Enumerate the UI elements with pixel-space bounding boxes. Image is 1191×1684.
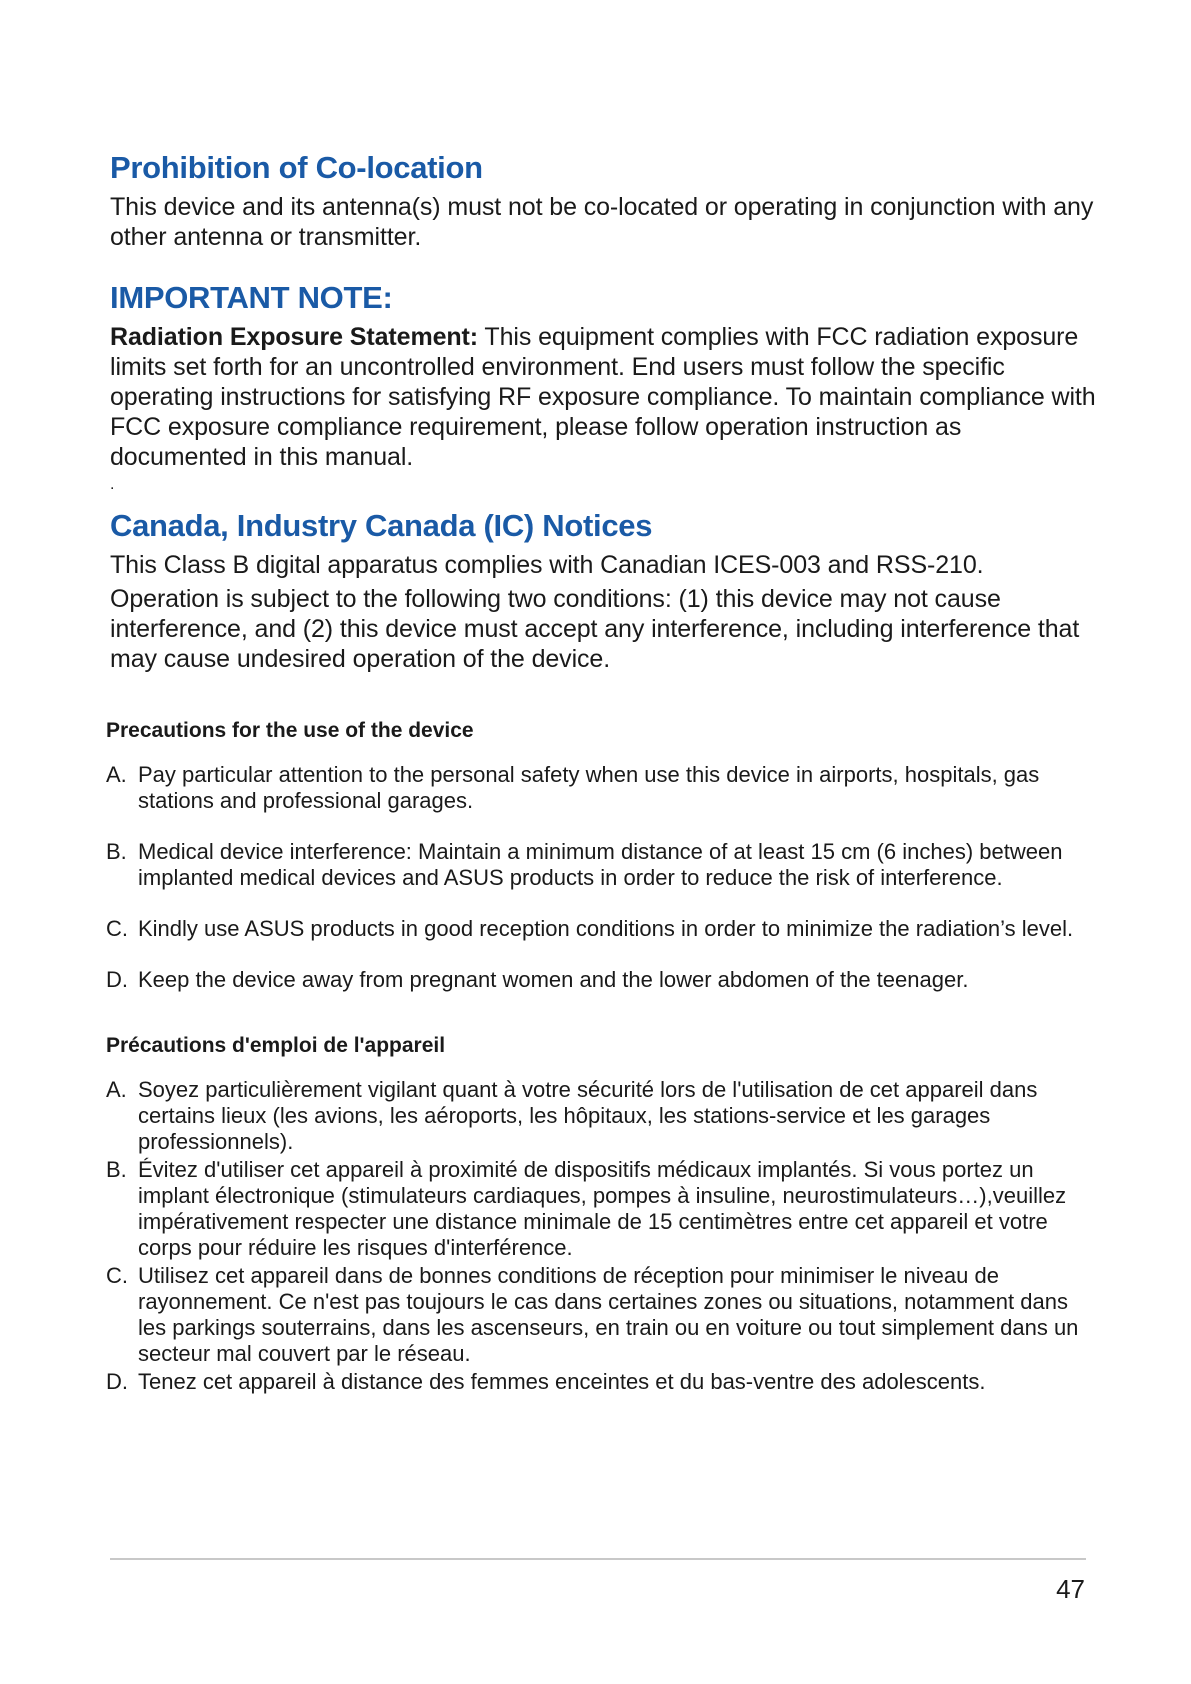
colocation-title: Prohibition of Co-location xyxy=(110,150,483,185)
list-item-text: Medical device interference: Maintain a minimum distance of at least 15 cm (6 inches) between implanted medical devices and ASUS products in order to reduce the risk of interference. xyxy=(138,839,1063,890)
list-item-letter: A. xyxy=(106,762,127,787)
precautions-fr-list xyxy=(106,1077,1096,1395)
list-item xyxy=(106,1263,1096,1367)
important-note-title: IMPORTANT NOTE: xyxy=(110,280,393,315)
list-item xyxy=(106,839,1096,891)
list-item-letter: D. xyxy=(106,967,128,992)
radiation-statement-body: This equipment complies with FCC radiation exposure limits set forth for an uncontrolled environment. End users must follow the specific operating instructions for satisfying RF exposure compliance. To maintain compliance with FCC exposure compliance requirement, please follow operation instruction as documented in this manual. xyxy=(110,323,1096,471)
list-item-text: Pay particular attention to the personal safety when use this device in airports, hospitals, gas stations and professional garages. xyxy=(138,762,1040,813)
canada-ic-paragraph-2: Operation is subject to the following two conditions: (1) this device may not cause interference, and (2) this device must accept any interference, including interference that may cause undesired operation of the device. xyxy=(110,585,1080,673)
list-item-letter: D. xyxy=(106,1369,128,1394)
precautions-en-title: Precautions for the use of the device xyxy=(106,719,474,742)
list-item xyxy=(106,916,1096,942)
list-item-text: Soyez particulièrement vigilant quant à votre sécurité lors de l'utilisation de cet appareil dans certains lieux (les avions, les aéroports, les hôpitaux, les stations-service et les garages professionnels). xyxy=(138,1077,1038,1154)
page-number: 47 xyxy=(1056,1574,1085,1604)
stray-dot: . xyxy=(110,476,115,493)
radiation-statement-lead: Radiation Exposure Statement: xyxy=(110,323,478,351)
precautions-fr-title: Précautions d'emploi de l'appareil xyxy=(106,1034,446,1057)
list-item xyxy=(106,967,1096,993)
list-item-text: Utilisez cet appareil dans de bonnes conditions de réception pour minimiser le niveau de rayonnement. Ce n'est pas toujours le cas dans certaines zones ou situations, notamment dans les parkings souterrains, dans les ascenseurs, en train ou en voiture ou tout simplement dans un secteur mal couvert par le réseau. xyxy=(138,1263,1079,1366)
list-item-text: Évitez d'utiliser cet appareil à proximité de dispositifs médicaux implantés. Si vous portez un implant électronique (stimulateurs cardiaques, pompes à insuline, neurostimulateurs…),veuillez impérativement respecter une distance minimale de 15 centimètres entre cet appareil et votre corps pour réduire les risques d'interférence. xyxy=(138,1157,1067,1260)
list-item xyxy=(106,1369,1096,1395)
list-item xyxy=(106,762,1096,814)
list-item-letter: A. xyxy=(106,1077,127,1102)
list-item-text: Keep the device away from pregnant women and the lower abdomen of the teenager. xyxy=(138,967,969,992)
canada-ic-title: Canada, Industry Canada (IC) Notices xyxy=(110,508,653,543)
list-item xyxy=(106,1077,1096,1155)
list-item-letter: B. xyxy=(106,1157,127,1182)
list-item-letter: C. xyxy=(106,916,128,941)
list-item xyxy=(106,1157,1096,1261)
list-item-letter: B. xyxy=(106,839,127,864)
radiation-statement xyxy=(110,322,1100,472)
list-item-letter: C. xyxy=(106,1263,128,1288)
colocation-body: This device and its antenna(s) must not be co-located or operating in conjunction with any other antenna or transmitter. xyxy=(110,193,1094,251)
list-item-text: Kindly use ASUS products in good reception conditions in order to minimize the radiation’s level. xyxy=(138,916,1074,941)
footer-divider xyxy=(110,1558,1086,1560)
precautions-en-list xyxy=(106,762,1096,993)
list-item-text: Tenez cet appareil à distance des femmes enceintes et du bas-ventre des adolescents. xyxy=(138,1369,986,1394)
canada-ic-paragraph-1: This Class B digital apparatus complies with Canadian ICES-003 and RSS-210. xyxy=(110,551,984,579)
page-content xyxy=(106,150,1100,1395)
